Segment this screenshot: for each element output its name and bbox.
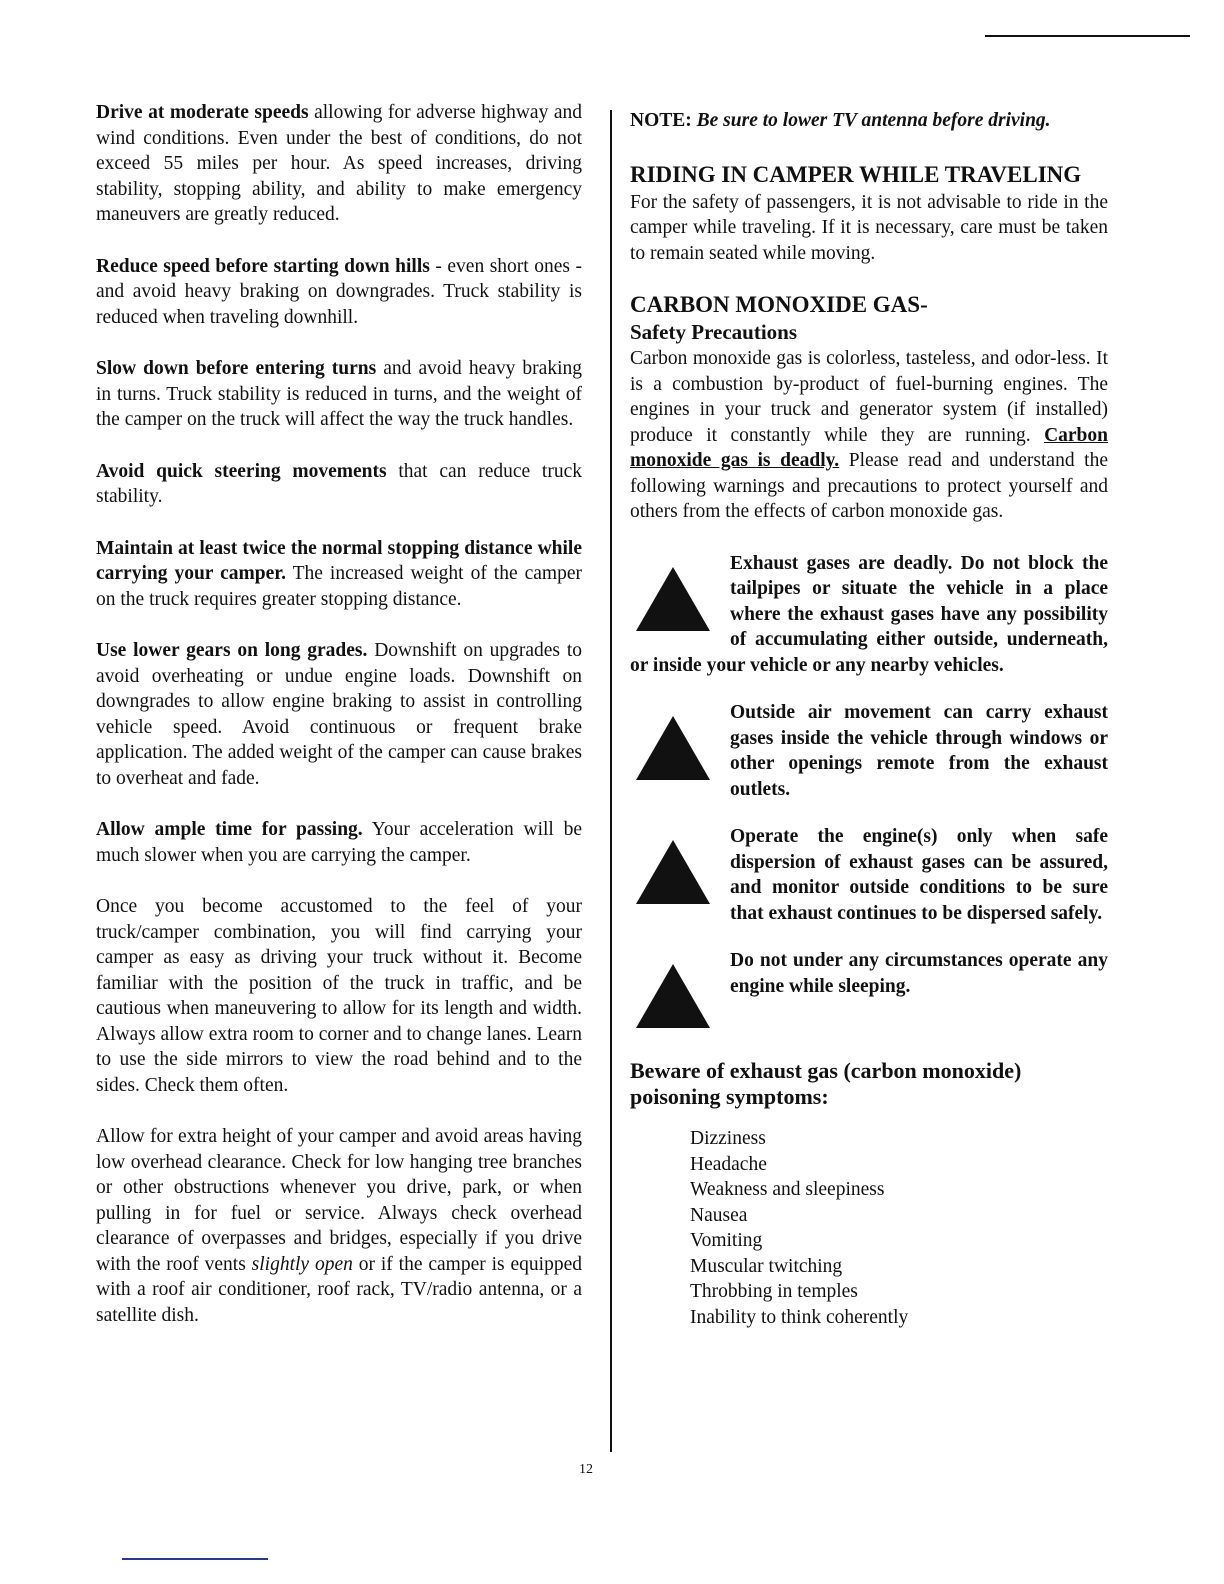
riding-body: For the safety of passengers, it is not advisable to ride in the camper while traveling. If it is necessary, care must be taken to remain seated while moving.: [630, 191, 1108, 264]
section-riding: [630, 162, 1108, 267]
subheading-safety-precautions: Safety Precautions: [630, 320, 798, 344]
warning-sleeping: Do not under any circumstances operate any engine while sleeping.: [630, 948, 1108, 1026]
warning-triangle-icon: [634, 714, 712, 782]
list-item: Inability to think coherently: [690, 1306, 909, 1328]
top-rule: [985, 35, 1190, 37]
paragraph-quick-steering: Avoid quick steering movements that can reduce truck stability.: [96, 460, 582, 507]
heading-poisoning-symptoms: Beware of exhaust gas (carbon monoxide) poisoning symptoms:: [630, 1058, 1022, 1109]
list-item: Throbbing in temples: [690, 1281, 858, 1302]
warning-exhaust-deadly: Exhaust gases are deadly. Do not block the tailpipes or situate the vehicle in a place where the exhaust gases have any possibility of accumulating either outside, underneath, or inside your vehicle or any nearby vehicles.: [630, 552, 1108, 676]
paragraph-passing: Allow ample time for passing. Your acceleration will be much slower when you are carrying the camper.: [96, 819, 582, 866]
warning-triangle-icon: [634, 962, 712, 1030]
footer-rule: [122, 1558, 268, 1560]
paragraph-extra-height: Allow for extra height of your camper and avoid areas having low overhead clearance. Check for low hanging tree branches or other obstructions whenever you drive, park, or when pulling in for fuel or service. Always check overhead clearance of overpasses and bridges, especially if you drive with the roof vents slightly open or if the camper is equipped with a roof air conditioner, roof rack, TV/radio antenna, or a satellite dish.: [96, 1126, 582, 1326]
paragraph-accustomed: Once you become accustomed to the feel of your truck/camper combination, you will find carrying your camper as easy as driving your truck without it. Become familiar with the position of the truck in traffic, and be cautious when maneuvering to allow for its length and width. Always allow extra room to corner and to change lanes. Learn to use the side mirrors to view the road behind and to the sides. Check them often.: [96, 896, 582, 1096]
note-antenna: NOTE: Be sure to lower TV antenna before driving.: [630, 110, 1051, 131]
heading-riding: RIDING IN CAMPER WHILE TRAVELING: [630, 161, 1082, 187]
left-column: [96, 100, 582, 1354]
symptom-list: [630, 1126, 1108, 1330]
list-item: Dizziness: [690, 1128, 766, 1149]
right-column: [630, 108, 1108, 1330]
column-divider: [610, 110, 612, 1452]
paragraph-stopping-distance: Maintain at least twice the normal stopping distance while carrying your camper. The increased weight of the camper on the truck requires greater stopping distance.: [96, 537, 582, 610]
paragraph-slow-down-turns: Slow down before entering turns and avoid heavy braking in turns. Truck stability is reduced in turns, and the weight of the camper on the truck will affect the way the truck handles.: [96, 358, 583, 430]
list-item: Weakness and sleepiness: [690, 1179, 885, 1200]
carbon-body: Carbon monoxide gas is colorless, tasteless, and odor-less. It is a combustion by-product of fuel-burning engines. The engines in your truck and generator system (if installed) produce it constantly while they are running. Carbon monoxide gas is deadly. Please read and understand the following warnings and precautions to protect yourself and others from the effects of carbon monoxide gas.: [630, 348, 1108, 522]
list-item: Nausea: [690, 1204, 748, 1226]
paragraph-moderate-speeds: Drive at moderate speeds allowing for adverse highway and wind conditions. Even under the best of conditions, do not exceed 55 miles per hour. As speed increases, driving stability, stopping ability, and ability to make emergency maneuvers are greatly reduced.: [96, 102, 582, 225]
warning-air-movement: Outside air movement can carry exhaust gases inside the vehicle through windows or other openings remote from the exhaust outlets.: [630, 700, 1108, 802]
page-number: 12: [579, 1462, 593, 1477]
section-carbon-monoxide: [630, 292, 1108, 525]
heading-carbon-monoxide: CARBON MONOXIDE GAS-: [630, 292, 928, 317]
list-item: Headache: [690, 1153, 767, 1175]
list-item: Muscular twitching: [690, 1255, 843, 1277]
list-item: Vomiting: [690, 1230, 763, 1251]
warning-triangle-icon: [634, 838, 712, 906]
warning-triangle-icon: [634, 565, 712, 633]
warning-operate-safely: Operate the engine(s) only when safe dispersion of exhaust gases can be assured, and monitor outside conditions to be sure that exhaust continues to be dispersed safely.: [630, 824, 1108, 926]
paragraph-reduce-speed-hills: Reduce speed before starting down hills - even short ones - and avoid heavy braking on downgrades. Truck stability is reduced when traveling downhill.: [96, 255, 582, 328]
paragraph-lower-gears: Use lower gears on long grades. Downshift on upgrades to avoid overheating or undue engine loads. Downshift on downgrades to allow engine braking to assist in controlling vehicle speed. Avoid continuous or frequent brake application. The added weight of the camper can cause brakes to overheat and fade.: [96, 640, 582, 789]
